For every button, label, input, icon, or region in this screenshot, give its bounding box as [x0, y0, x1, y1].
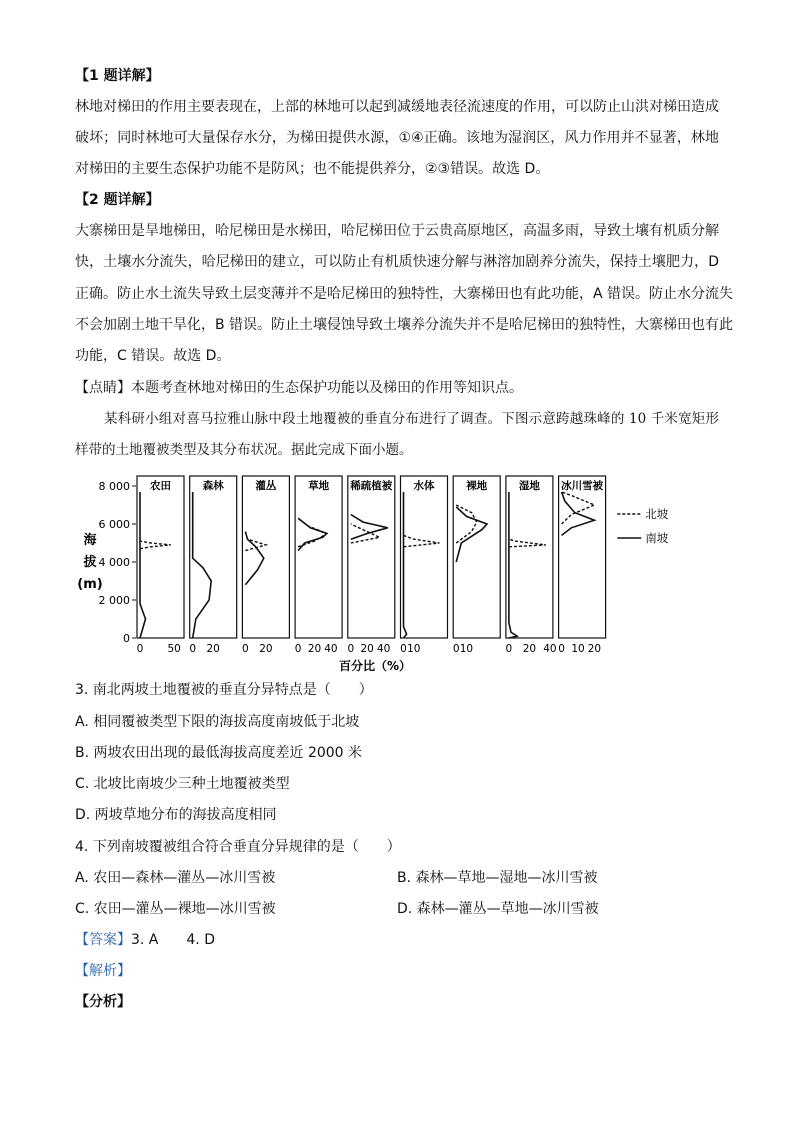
q4-option-d: D. 森林—灌丛—草地—冰川雪被: [397, 901, 599, 917]
series-south-line: [456, 507, 487, 562]
x-tick-label: 0: [400, 643, 407, 655]
series-south-line: [298, 518, 327, 550]
paragraph-line: 功能，C 错误。故选 D。: [75, 348, 231, 364]
answer-text: 3. A 4. D: [131, 932, 215, 948]
q3-option-a: A. 相同覆被类型下限的海拔高度南坡低于北坡: [75, 714, 360, 730]
intro-line: 样带的土地覆被类型及其分布状况。据此完成下面小题。: [75, 442, 413, 458]
series-south-line: [245, 532, 263, 585]
q4-option-a: A. 农田—森林—灌丛—冰川雪被: [75, 870, 276, 886]
legend-label: 南坡: [645, 531, 669, 545]
paragraph-line: 不会加剧土地干旱化，B 错误。防止土壤侵蚀导致土壤养分流失并不是哈尼梯田的独特性，大寨梯田也有此: [75, 317, 734, 333]
comment-note: 【点睛】本题考查林地对梯田的生态保护功能以及梯田的作用等知识点。: [75, 380, 523, 396]
answer-line: [75, 930, 215, 950]
section-heading-q2: 【2 题详解】: [75, 192, 160, 208]
x-tick-label: 0: [505, 643, 513, 655]
x-tick-label: 0: [242, 643, 249, 655]
question-3-stem: 3. 南北两坡土地覆被的垂直分异特点是（ ）: [75, 682, 373, 698]
y-axis-label: (m): [77, 577, 103, 592]
x-axis-label: 百分比（%）: [338, 659, 412, 673]
q4-option-b: B. 森林—草地—湿地—冰川雪被: [397, 870, 598, 886]
x-tick-label: 40: [376, 643, 391, 655]
panel-title: 湿地: [518, 480, 540, 492]
series-south-line: [140, 492, 146, 638]
y-tick-label: 6 000: [98, 518, 130, 531]
x-tick-label: 20: [360, 643, 374, 655]
panel-title: 冰川雪被: [561, 480, 604, 492]
section-heading-q1: 【1 题详解】: [75, 68, 160, 84]
x-tick-label: 0: [452, 643, 460, 655]
series-north-line: [140, 541, 171, 549]
paragraph-line: 林地对梯田的作用主要表现在，上部的林地可以起到减缓地表径流速度的作用，可以防止山洪对梯田造成: [75, 99, 719, 115]
question-4-stem: 4. 下列南坡覆被组合符合垂直分异规律的是（ ）: [75, 839, 401, 855]
x-tick-label: 20: [587, 643, 602, 655]
panel-frame: [401, 476, 448, 638]
paragraph-line: 破坏；同时林地可大量保存水分，为梯田提供水源，①④正确。该地为湿润区，风力作用并不显著，林地: [75, 130, 719, 146]
x-tick-label: 0: [136, 643, 144, 655]
x-tick-label: 40: [324, 643, 338, 655]
x-tick-label: 0: [558, 643, 565, 655]
panel-frame: [242, 476, 289, 638]
y-tick-label: 8 000: [98, 480, 130, 493]
y-tick-label: 2 000: [98, 594, 130, 607]
series-north-line: [404, 535, 440, 546]
fenxi-label: 【分析】: [75, 994, 131, 1010]
legend-label: 北坡: [645, 507, 669, 521]
x-tick-label: 20: [307, 643, 322, 655]
panel-frame: [190, 476, 237, 638]
panel-title: 灌丛: [255, 480, 277, 492]
x-tick-label: 10: [571, 643, 585, 655]
intro-line: 某科研小组对喜马拉雅山脉中段土地覆被的垂直分布进行了调查。下图示意跨越珠峰的 10 千米宽矩形: [104, 411, 719, 427]
series-south-line: [351, 515, 388, 540]
paragraph-line: 正确。防止水土流失导致土层变薄并不是哈尼梯田的独特性，大寨梯田也有此功能，A 错误。防止水分流失: [75, 286, 734, 302]
x-tick-label: 20: [206, 643, 220, 655]
x-tick-label: 0: [189, 643, 197, 655]
x-tick-label: 50: [167, 643, 181, 655]
x-tick-label: 10: [459, 643, 474, 655]
panel-title: 森林: [202, 480, 224, 492]
q3-option-b: B. 两坡农田出现的最低海拔高度差近 2000 米: [75, 745, 363, 761]
answer-label: 【答案】: [75, 932, 131, 948]
panel-title: 水体: [413, 480, 435, 492]
land-cover-chart: [70, 474, 690, 674]
series-north-line: [562, 492, 595, 524]
y-axis-label: 拔: [83, 555, 97, 570]
y-axis-label: 海: [83, 533, 97, 548]
series-south-line: [404, 492, 407, 638]
y-tick-label: 0: [123, 632, 130, 645]
panel-title: 草地: [308, 480, 330, 492]
series-south-line: [193, 492, 212, 638]
series-north-line: [509, 539, 546, 547]
panel-title: 稀疏植被: [350, 480, 393, 492]
panel-frame: [506, 476, 553, 638]
panel-frame: [453, 476, 500, 638]
x-tick-label: 20: [259, 643, 273, 655]
x-tick-label: 0: [294, 643, 302, 655]
q3-option-d: D. 两坡草地分布的海拔高度相同: [75, 807, 277, 823]
paragraph-line: 快，土壤水分流失，哈尼梯田的建立，可以防止有机质快速分解与淋溶加剧养分流失，保持土壤肥力，D: [75, 254, 719, 270]
paragraph-line: 大寨梯田是旱地梯田，哈尼梯田是水梯田，哈尼梯田位于云贵高原地区，高温多雨，导致土壤有机质分解: [75, 223, 719, 239]
panel-title: 裸地: [466, 480, 488, 492]
x-tick-label: 0: [347, 643, 355, 655]
x-tick-label: 20: [522, 643, 537, 655]
analysis-label: 【解析】: [75, 963, 131, 979]
q4-option-c: C. 农田—灌丛—裸地—冰川雪被: [75, 901, 276, 917]
x-tick-label: 10: [407, 643, 421, 655]
paragraph-line: 对梯田的主要生态保护功能不是防风；也不能提供养分，②③错误。故选 D。: [75, 161, 550, 177]
y-tick-label: 4 000: [98, 556, 130, 569]
panel-frame: [348, 476, 395, 638]
q3-option-c: C. 北坡比南坡少三种土地覆被类型: [75, 776, 290, 792]
panel-frame: [295, 476, 342, 638]
panel-title: 农田: [150, 480, 171, 492]
series-south-line: [509, 492, 517, 638]
x-tick-label: 40: [543, 643, 557, 655]
